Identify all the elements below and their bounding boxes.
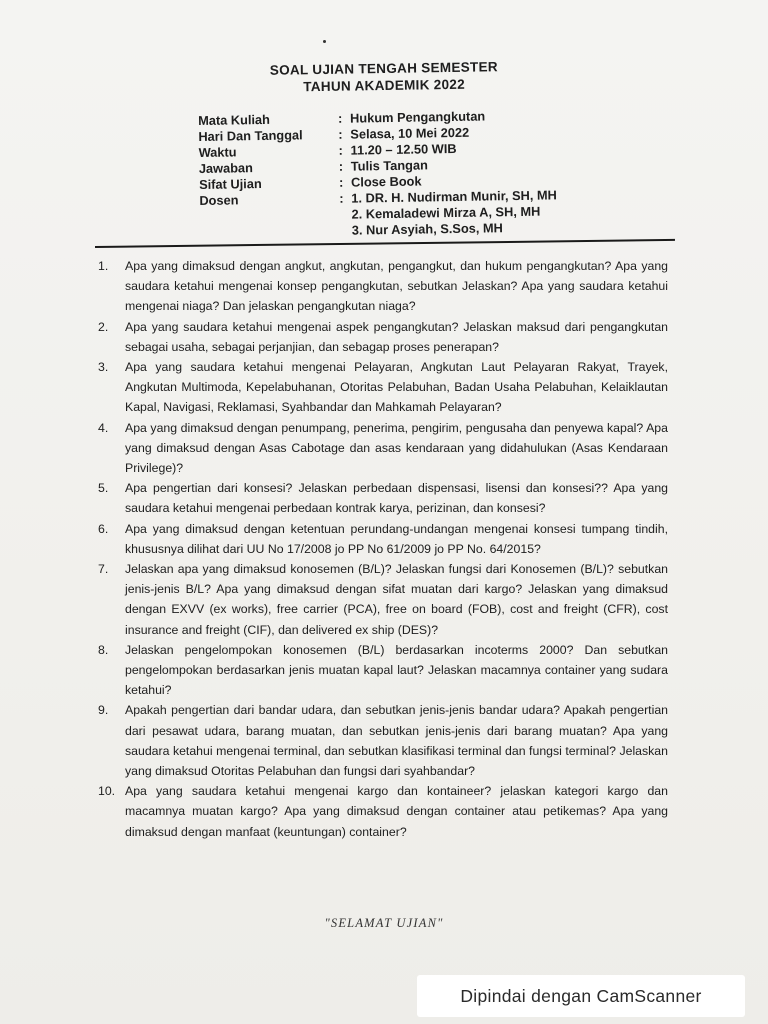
question-number: 4. xyxy=(98,420,109,435)
question-number: 6. xyxy=(98,521,109,536)
exam-info-separator: : xyxy=(339,190,344,206)
question-text: Jelaskan pengelompokan konosemen (B/L) berdasarkan incoterms 2000? Dan sebutkan pengelompokan berdasarkan jenis muatan kapal laut? Jelaskan macamnya container yang sudara ketahui? xyxy=(125,642,668,698)
question-text: Apa yang dimaksud dengan penumpang, penerima, pengirim, pengusaha dan penyewa kapal? Apa yang dimaksud dengan Asas Cabotage dan asas kendaraan yang didahulukan (Asas Kendaraan Privilege)? xyxy=(125,420,668,476)
header-divider xyxy=(95,239,675,248)
exam-title: SOAL UJIAN TENGAH SEMESTER xyxy=(269,59,499,78)
question-item xyxy=(98,700,668,781)
exam-info-label: Mata Kuliah xyxy=(198,111,271,128)
exam-info-label: Dosen xyxy=(199,192,239,208)
question-item xyxy=(98,640,668,701)
exam-info-separator: : xyxy=(338,126,343,142)
question-number: 5. xyxy=(98,481,109,496)
question-text: Apa yang saudara ketahui mengenai kargo dan kontaineer? jelaskan kategori kargo dan macamnya muatan kargo? Apa yang dimaksud dengan container atau petikemas? Apa yang dimaksud dengan manfaat (keuntungan) container? xyxy=(125,784,668,839)
exam-info-row xyxy=(199,186,620,241)
exam-info-value-line: Hukum Pengangkutan xyxy=(349,108,486,126)
exam-info-separator: : xyxy=(337,110,343,126)
question-text: Apa yang saudara ketahui mengenai Pelayaran, Angkutan Laut Pelayaran Rakyat, Trayek, Angkutan Multimoda, Kepelabuhanan, Otoritas Pelabuhan, Badan Usaha Pelabuhan, Kelaiklautan Kapal, Navigasi, Reklamasi, Syahbandar dan Mahkamah Pelayaran? xyxy=(125,360,668,415)
exam-info-separator: : xyxy=(338,158,344,174)
question-item xyxy=(98,519,668,559)
question-text: Apa yang dimaksud dengan ketentuan perundang-undangan mengenai konsesi tumpang tindih, khususnya dilihat dari UU No 17/2008 jo PP No 61/2009 jo PP No. 64/2015? xyxy=(125,521,668,556)
question-number: 9. xyxy=(98,703,109,718)
question-item xyxy=(98,256,668,317)
exam-info-value-line: Selasa, 10 Mei 2022 xyxy=(350,124,470,142)
exam-info-separator: : xyxy=(338,142,343,158)
exam-info-label: Jawaban xyxy=(198,160,254,176)
question-item xyxy=(98,781,668,842)
exam-info-value-line: Close Book xyxy=(350,173,422,190)
question-text: Apa pengertian dari konsesi? Jelaskan perbedaan dispensasi, lisensi dan konsesi?? Apa yang saudara ketahui mengenai perbedaan kontrak karya, perizinan, dan konsesi? xyxy=(125,481,668,516)
question-number: 1. xyxy=(98,259,109,273)
academic-year: TAHUN AKADEMIK 2022 xyxy=(303,76,466,95)
exam-info-block xyxy=(198,106,620,241)
question-number: 10. xyxy=(98,784,116,799)
question-item xyxy=(98,418,668,479)
exam-info-label: Sifat Ujian xyxy=(199,176,262,192)
exam-info-value-line: 11.20 – 12.50 WIB xyxy=(350,140,457,158)
question-item xyxy=(98,559,668,640)
exam-info-value xyxy=(351,186,620,238)
camscanner-watermark: Dipindai dengan CamScanner xyxy=(417,975,745,1017)
question-number: 7. xyxy=(98,562,109,577)
exam-info-value-line: 2. Kemaladewi Mirza A, SH, MH xyxy=(351,203,541,222)
exam-header xyxy=(0,54,768,100)
question-text: Jelaskan apa yang dimaksud konosemen (B/L)? Jelaskan fungsi dari Konosemen (B/L)? sebutkan jenis-jenis B/L? Apa yang dimaksud dengan sifat muatan dari kargo? Jelaskan yang dimaksud dengan EXVV (ex works), free carrier (PCA), free on board (FOB), cost and freight (CFR), cost insurance and freight (CIF), dan delivered ex ship (DES)? xyxy=(125,562,668,637)
exam-info-label: Hari Dan Tanggal xyxy=(198,127,303,144)
closing-greeting: "SELAMAT UJIAN" xyxy=(324,916,444,930)
exam-info-separator: : xyxy=(338,174,344,190)
question-number: 2. xyxy=(98,319,109,334)
question-item xyxy=(98,478,668,518)
question-number: 3. xyxy=(98,360,109,375)
question-item xyxy=(98,357,668,418)
question-text: Apakah pengertian dari bandar udara, dan sebutkan jenis-jenis bandar udara? Apakah pengertian dari pesawat udara, barang muatan, dan sebutkan jenis-jenis dari barang muatan? Apa yang saudara ketahui mengenai terminal, dan sebutkan klasifikasi terminal dan fungsi terminal? Jelaskan yang dimaksud Otoritas Pelabuhan dan fungsi dari syahbandar? xyxy=(125,703,668,779)
dust-speck xyxy=(323,40,326,43)
question-text: Apa yang saudara ketahui mengenai aspek pengangkutan? Jelaskan maksud dari pengangkutan sebagai usaha, sebagai perjanjian, dan sebagap proses penerapan? xyxy=(125,319,668,354)
question-text: Apa yang dimaksud dengan angkut, angkutan, pengangkut, dan hukum pengangkutan? Apa yang saudara ketahui mengenai konsep pengangkutan, sebutkan Jelaskan? Apa yang saudara ketahui mengenai niaga? Dan jelaskan pengangkutan niaga? xyxy=(125,259,668,314)
question-item xyxy=(98,317,668,357)
question-list xyxy=(98,256,668,842)
question-number: 8. xyxy=(98,642,109,657)
exam-info-label: Waktu xyxy=(198,144,237,160)
exam-info-value-line: 3. Nur Asyiah, S.Sos, MH xyxy=(351,220,503,238)
exam-info-value-line: 1. DR. H. Nudirman Munir, SH, MH xyxy=(351,187,557,206)
exam-info-value-line: Tulis Tangan xyxy=(350,157,428,174)
